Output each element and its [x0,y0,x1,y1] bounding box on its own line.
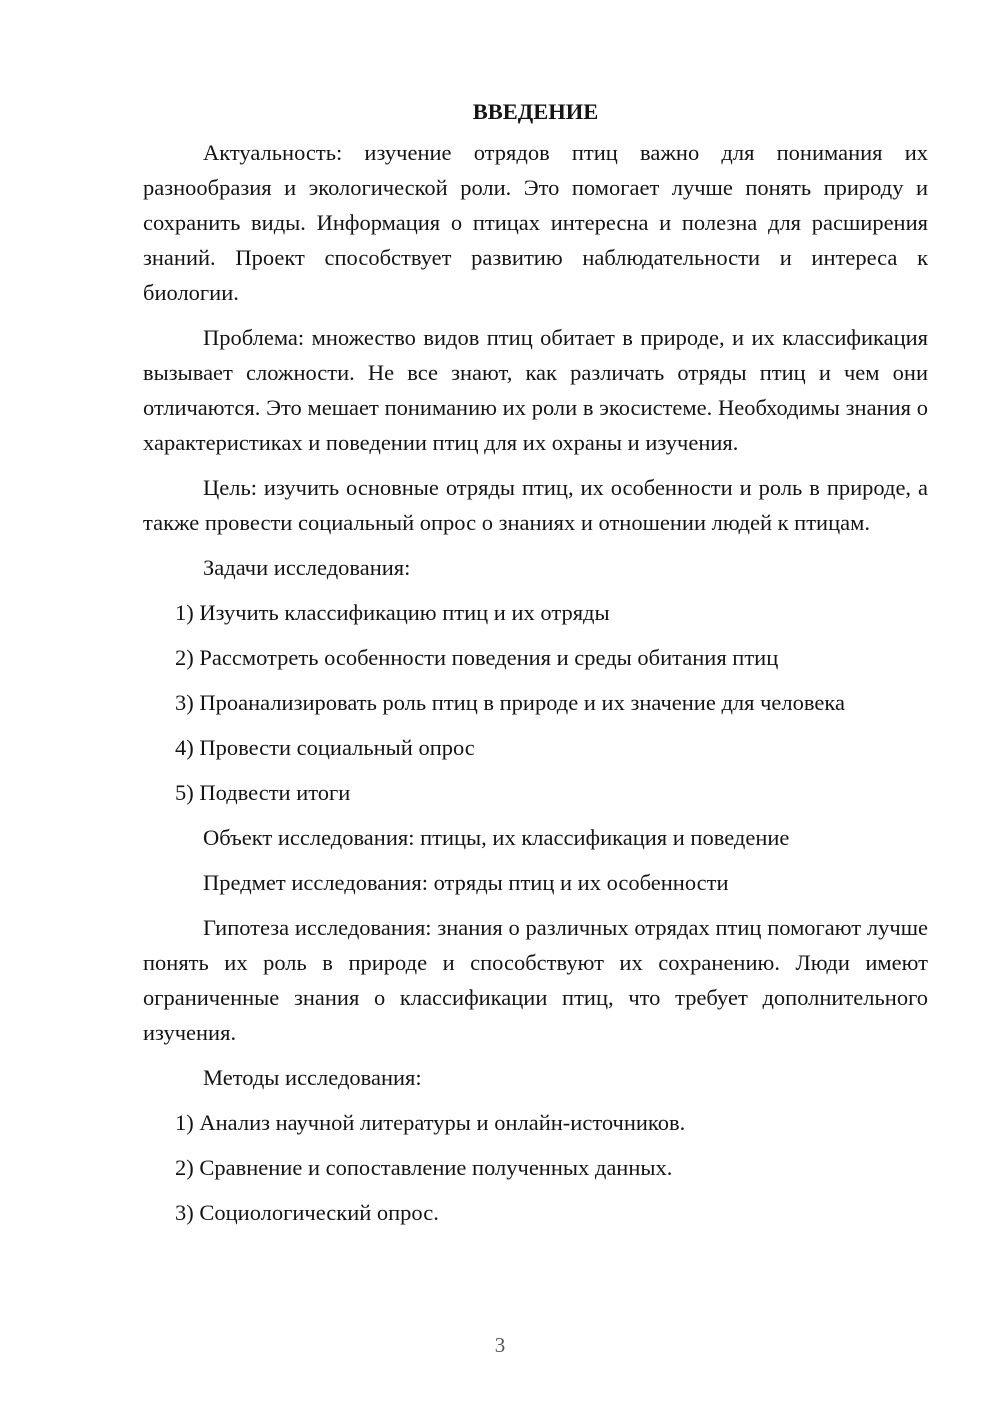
task-item: 5) Подвести итоги [175,780,351,805]
page-title: ВВЕДЕНИЕ [472,99,599,124]
task-item: 4) Провести социальный опрос [175,735,475,760]
hypothesis-paragraph: Гипотеза исследования: знания о различных отрядах птиц помогают лучше понять их роль в природе и способствуют их сохранению. Люди имеют ограниченные знания о классификации птиц, что требует дополнительного изучения. [143,915,928,1045]
research-object: Объект исследования: птицы, их классификация и поведение [203,825,790,850]
method-item: 1) Анализ научной литературы и онлайн-источников. [175,1110,686,1135]
goal-paragraph: Цель: изучить основные отряды птиц, их особенности и роль в природе, а также провести социальный опрос о знаниях и отношении людей к птицам. [143,475,928,535]
task-item: 3) Проанализировать роль птиц в природе и их значение для человека [175,690,845,715]
research-subject: Предмет исследования: отряды птиц и их особенности [203,870,729,895]
tasks-heading: Задачи исследования: [203,555,411,580]
page-number: 3 [494,1333,506,1357]
page-content [143,94,928,1240]
relevance-paragraph: Актуальность: изучение отрядов птиц важно для понимания их разнообразия и экологической роли. Это помогает лучше понять природу и сохранить виды. Информация о птицах интересна и полезна для расширения знаний. Проект способствует развитию наблюдательности и интереса к биологии. [143,140,928,305]
task-item: 2) Рассмотреть особенности поведения и среды обитания птиц [175,645,779,670]
method-item: 2) Сравнение и сопоставление полученных данных. [175,1155,673,1180]
problem-paragraph: Проблема: множество видов птиц обитает в природе, и их классификация вызывает сложности. Не все знают, как различать отряды птиц и чем они отличаются. Это мешает пониманию их роли в экосистеме. Необходимы знания о характеристиках и поведении птиц для их охраны и изучения. [143,325,928,455]
method-item: 3) Социологический опрос. [175,1200,439,1225]
task-item: 1) Изучить классификацию птиц и их отряды [175,600,610,625]
methods-heading: Методы исследования: [203,1065,422,1090]
